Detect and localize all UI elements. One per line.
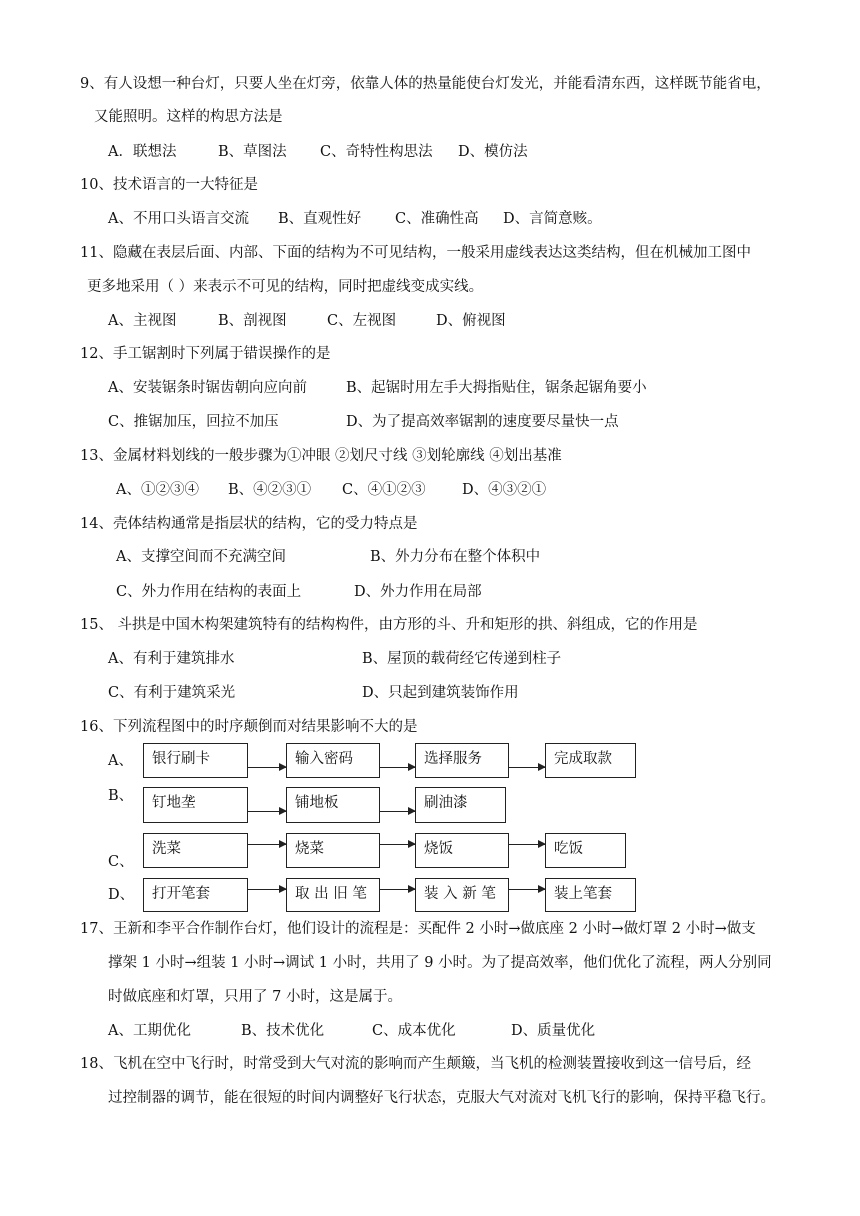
q13-option-c: C、④①②③: [342, 482, 426, 498]
q12-option-a: A、安装锯条时锯齿朝向应向前: [108, 380, 307, 396]
q16-label-a: A、: [108, 753, 133, 769]
flow-b-step-1: 钉地垄: [143, 787, 248, 823]
q14-option-a: A、支撑空间而不充满空间: [116, 549, 286, 565]
q9-option-b: B、草图法: [218, 144, 287, 160]
q14-option-d: D、外力作用在局部: [354, 584, 482, 600]
q9-stem-line1: 9、有人设想一种台灯，只要人坐在灯旁，依靠人体的热量能使台灯发光，并能看清东西，这样既节能省电，: [80, 76, 771, 92]
flow-d-arrow-1: [248, 889, 286, 890]
q18-stem-line2: 过控制器的调节，能在很短的时间内调整好飞行状态，克服大气对流对飞机飞行的影响，保持平稳飞行。: [108, 1090, 775, 1106]
flow-c-step-2: 烧菜: [286, 833, 380, 868]
q10-option-c: C、准确性高: [395, 211, 479, 227]
q10-option-a: A、不用口头语言交流: [108, 211, 249, 227]
flow-c-step-4: 吃饭: [545, 833, 626, 868]
q14-option-c: C、外力作用在结构的表面上: [116, 584, 302, 600]
q12-stem: 12、手工锯割时下列属于错误操作的是: [80, 346, 331, 362]
flow-c-step-1: 洗菜: [143, 833, 248, 868]
flow-c-arrow-1: [248, 844, 286, 845]
flow-c-arrow-3: [509, 844, 545, 845]
q17-option-b: B、技术优化: [241, 1023, 325, 1039]
q13-option-a: A、①②③④: [116, 482, 199, 498]
q11-option-d: D、俯视图: [436, 313, 506, 329]
flow-d-step-1: 打开笔套: [143, 878, 248, 912]
q17-option-a: A、工期优化: [108, 1023, 191, 1039]
q15-option-c: C、有利于建筑采光: [108, 685, 236, 701]
flow-a-step-1: 银行刷卡: [143, 743, 248, 778]
q16-label-c: C、: [108, 854, 134, 870]
q9-option-c: C、奇特性构思法: [320, 144, 433, 160]
flow-b-step-2: 铺地板: [286, 787, 380, 823]
q10-stem: 10、技术语言的一大特征是: [80, 177, 258, 193]
q17-option-c: C、成本优化: [372, 1023, 456, 1039]
flow-b-step-3: 刷油漆: [415, 787, 506, 823]
flow-b-arrow-1: [248, 811, 286, 812]
q10-option-d: D、言简意赅。: [503, 211, 602, 227]
q15-option-b: B、屋顶的载荷经它传递到柱子: [362, 651, 562, 667]
flow-a-step-3: 选择服务: [415, 743, 509, 778]
flow-c-step-3: 烧饭: [415, 833, 509, 868]
flow-d-step-4: 装上笔套: [545, 878, 636, 912]
flow-d-step-3: 装 入 新 笔: [415, 878, 509, 912]
q13-option-b: B、④②③①: [228, 482, 312, 498]
flow-d-step-2: 取 出 旧 笔: [286, 878, 380, 912]
q11-option-b: B、剖视图: [218, 313, 287, 329]
q16-label-b: B、: [108, 788, 134, 804]
flow-d-arrow-3: [509, 889, 545, 890]
q18-stem-line1: 18、飞机在空中飞行时，时常受到大气对流的影响而产生颠簸，当飞机的检测装置接收到这一信号后，经: [80, 1056, 751, 1072]
q17-stem-line1: 17、王新和李平合作制作台灯，他们设计的流程是：买配件 2 小时→做底座 2 小时→做灯罩 2 小时→做支: [80, 921, 756, 937]
q12-option-b: B、起锯时用左手大拇指贴住，锯条起锯角要小: [346, 380, 647, 396]
q11-option-a: A、主视图: [108, 313, 177, 329]
q16-stem: 16、下列流程图中的时序颠倒而对结果影响不大的是: [80, 719, 418, 735]
q13-stem: 13、金属材料划线的一般步骤为①冲眼 ②划尺寸线 ③划轮廓线 ④划出基准: [80, 448, 562, 464]
q12-option-d: D、为了提高效率锯割的速度要尽量快一点: [346, 414, 619, 430]
q11-stem-line2: 更多地采用（ ）来表示不可见的结构，同时把虚线变成实线。: [87, 279, 484, 295]
q9-option-a: A．联想法: [108, 144, 177, 160]
flow-a-arrow-3: [509, 767, 545, 768]
q9-option-d: D、模仿法: [458, 144, 528, 160]
q11-option-c: C、左视图: [327, 313, 397, 329]
q17-stem-line2: 撑架 1 小时→组装 1 小时→调试 1 小时，共用了 9 小时。为了提高效率，他们优化了流程，两人分别同: [108, 955, 772, 971]
q13-option-d: D、④③②①: [462, 482, 547, 498]
q14-option-b: B、外力分布在整个体积中: [370, 549, 541, 565]
q15-option-d: D、只起到建筑装饰作用: [362, 685, 519, 701]
q15-option-a: A、有利于建筑排水: [108, 651, 235, 667]
flow-d-arrow-2: [380, 889, 415, 890]
flow-a-step-4: 完成取款: [545, 743, 636, 778]
q10-option-b: B、直观性好: [278, 211, 362, 227]
flow-a-arrow-1: [248, 767, 286, 768]
q16-label-d: D、: [108, 887, 135, 903]
q15-stem: 15、 斗拱是中国木构架建筑特有的结构构件，由方形的斗、升和矩形的拱、斜组成，它的作用是: [80, 617, 698, 633]
q11-stem-line1: 11、隐藏在表层后面、内部、下面的结构为不可见结构，一般采用虚线表达这类结构，但在机械加工图中: [80, 245, 751, 261]
flow-c-arrow-2: [380, 844, 415, 845]
flow-b-arrow-2: [380, 811, 415, 812]
q14-stem: 14、壳体结构通常是指层状的结构，它的受力特点是: [80, 516, 418, 532]
q9-stem-line2: 又能照明。这样的构思方法是: [94, 109, 283, 125]
flow-a-step-2: 输入密码: [286, 743, 380, 778]
q17-option-d: D、质量优化: [511, 1023, 596, 1039]
q12-option-c: C、推锯加压，回拉不加压: [108, 414, 279, 430]
flow-a-arrow-2: [380, 767, 415, 768]
q17-stem-line3: 时做底座和灯罩，只用了 7 小时，这是属于。: [108, 989, 402, 1005]
